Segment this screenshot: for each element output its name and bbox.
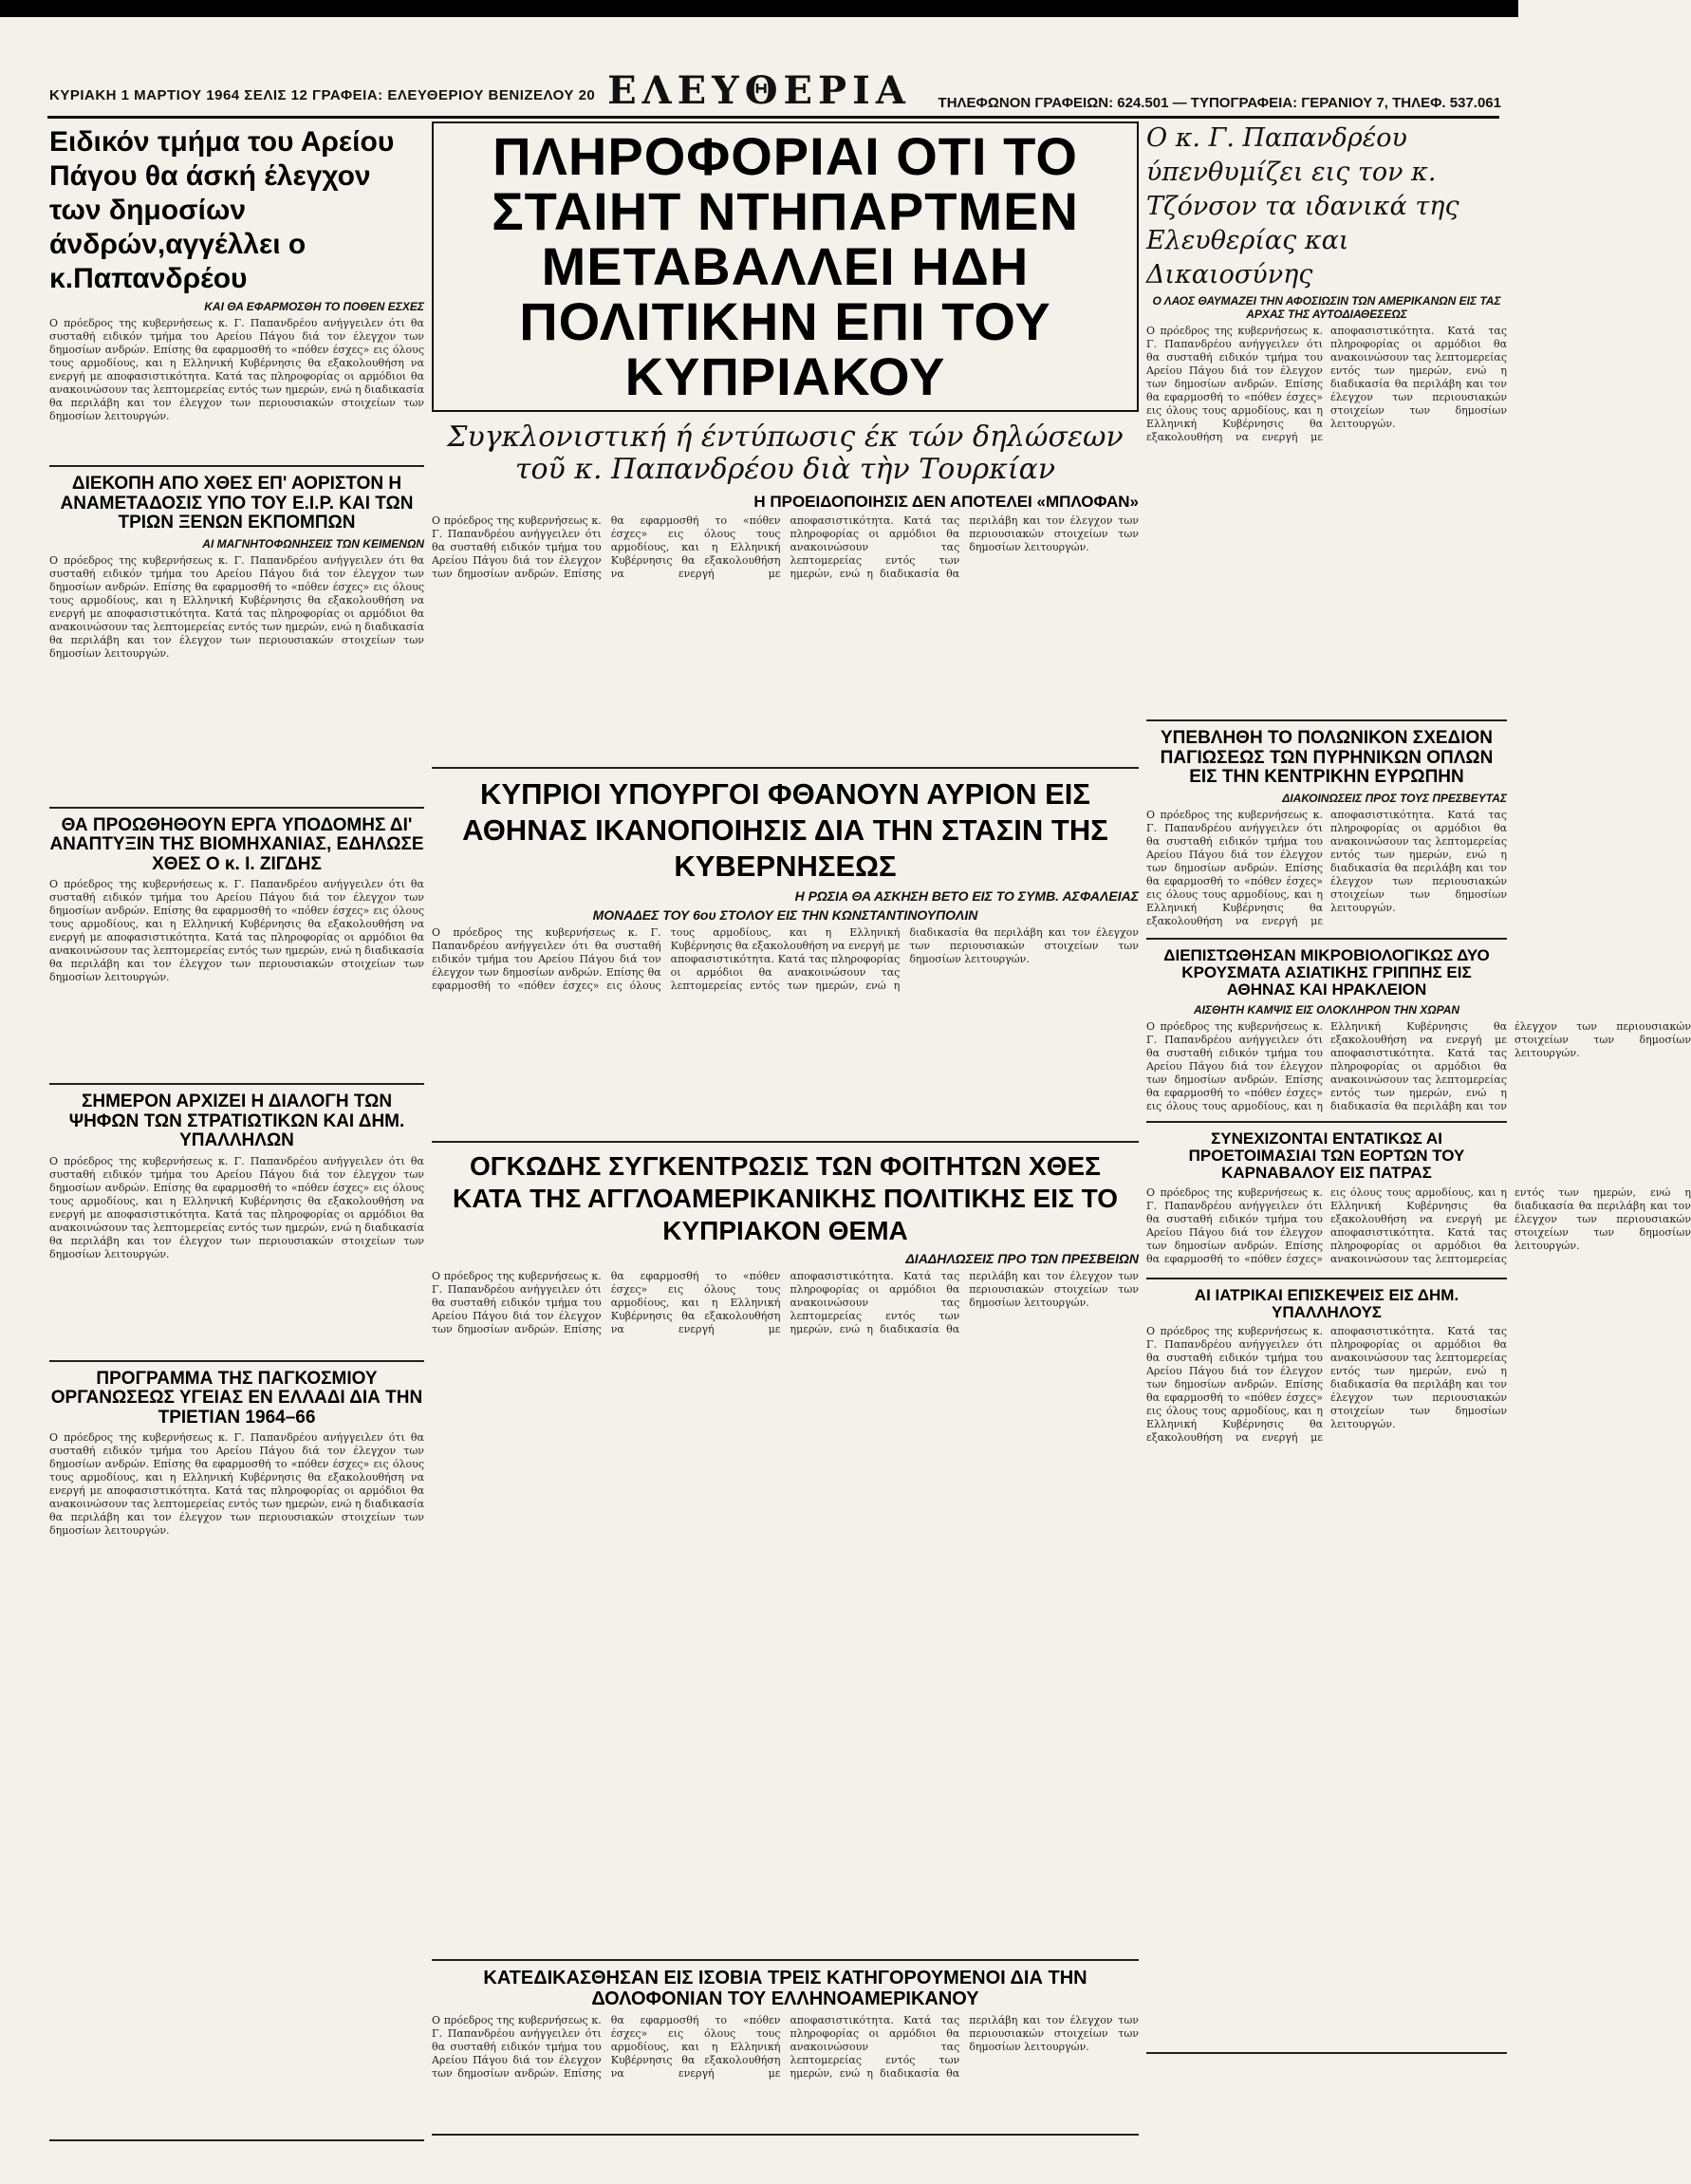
masthead-dateline: ΚΥΡΙΑΚΗ 1 ΜΑΡΤΙΟΥ 1964 ΣΕΛΙΣ 12 ΓΡΑΦΕΙΑ: ΕΛΕΥΘΕΡΙΟΥ ΒΕΝΙΖΕΛΟΥ 20 (49, 87, 596, 103)
article-headline: ΠΡΟΓΡΑΜΜΑ ΤΗΣ ΠΑΓΚΟΣΜΙΟΥ ΟΡΓΑΝΩΣΕΩΣ ΥΓΕΙΑΣ ΕΝ ΕΛΛΑΔΙ ΔΙΑ ΤΗΝ ΤΡΙΕΤΙΑΝ 1964–66 (50, 1368, 423, 1428)
article-body: Ο πρόεδρος της κυβερνήσεως κ. Γ. Παπανδρέου ανήγγειλεν ότι θα συσταθή ειδικόν τμήμα του Αρείου Πάγου διά τον έλεγχον των δημοσίων ανδρών. Επίσης θα εφαρμοσθή το «πόθεν έσχες» εις όλους τους αρμοδίους, και η Ελληνική Κυβέρνησις θα εξακολουθήση να ενεργή με αποφασιστικότητα. Κατά τας πληροφορίας οι αρμόδιοι θα ανακοινώσουν τας λεπτομερείας εντός των ημερών, ενώ η διαδικασία θα περιλάβη και τον έλεγχον των περιουσιακών στοιχείων των δημοσίων λειτουργών. (1146, 1325, 1507, 1445)
article-body: Ο πρόεδρος της κυβερνήσεως κ. Γ. Παπανδρέου ανήγγειλεν ότι θα συσταθή ειδικόν τμήμα του Αρείου Πάγου διά τον έλεγχον των δημοσίων ανδρών. Επίσης θα εφαρμοσθή το «πόθεν έσχες» εις όλους τους αρμοδίους, και η Ελληνική Κυβέρνησις θα εξακολουθήση να ενεργή με αποφασιστικότητα. Κατά τας πληροφορίας οι αρμόδιοι θα ανακοινώσουν τας λεπτομερείας εντός των ημερών, ενώ η διαδικασία θα περιλάβη και τον έλεγχον των περιουσιακών στοιχείων των δημοσίων λειτουργών. (49, 553, 424, 660)
article-headline: ΟΓΚΩΔΗΣ ΣΥΓΚΕΝΤΡΩΣΙΣ ΤΩΝ ΦΟΙΤΗΤΩΝ ΧΘΕΣ ΚΑΤΑ ΤΗΣ ΑΓΓΛΟΑΜΕΡΙΚΑΝΙΚΗΣ ΠΟΛΙΤΙΚΗΣ ΕΙΣ ΤΟ ΚΥΠΡΙΑΚΟΝ ΘΕΜΑ (453, 1151, 1118, 1246)
lead-headline-box (432, 121, 1139, 412)
article-headline: Ειδικόν τμήμα του Αρείου Πάγου θα άσκή έλεγχον των δημοσίων άνδρών,αγγέλλει ο κ.Παπανδρέου (49, 126, 395, 294)
verdict-story (432, 1969, 1139, 2135)
article-body: Ο πρόεδρος της κυβερνήσεως κ. Γ. Παπανδρέου ανήγγειλεν ότι θα συσταθή ειδικόν τμήμα του Αρείου Πάγου διά τον έλεγχον των δημοσίων ανδρών. Επίσης θα εφαρμοσθή το «πόθεν έσχες» εις όλους τους αρμοδίους, και η Ελληνική Κυβέρνησις θα εξακολουθήση να ενεργή με αποφασιστικότητα. Κατά τας πληροφορίας οι αρμόδιοι θα ανακοινώσουν τας λεπτομερείας εντός των ημερών, ενώ η διαδικασία θα περιλάβη και τον έλεγχον των περιουσιακών στοιχείων των δημοσίων λειτουργών. (1146, 325, 1507, 443)
article-headline: ΑΙ ΙΑΤΡΙΚΑΙ ΕΠΙΣΚΕΨΕΙΣ ΕΙΣ ΔΗΜ. ΥΠΑΛΛΗΛΟΥΣ (1194, 1285, 1459, 1322)
cyprus-ministers-story (432, 776, 1139, 1143)
article-headline: Ο κ. Γ. Παπανδρέου ύπενθυμίζει εις τον κ. Τζόνσον τα ιδανικά της Ελευθερίας και Δικαιοσύνης (1146, 123, 1459, 289)
students-story (432, 1150, 1139, 1961)
article-subhead-2: ΜΟΝΑΔΕΣ ΤΟΥ 6ου ΣΤΟΛΟΥ ΕΙΣ ΤΗΝ ΚΩΝΣΤΑΝΤΙΝΟΥΠΟΛΙΝ (592, 907, 978, 924)
lead-subhead: Συγκλονιστική ή έντύπωσις έκ τών δηλώσεων τοῦ κ. Παπανδρέου διὰ τὴν Τουρκίαν (447, 420, 1124, 486)
article-subhead: ΔΙΑΔΗΛΩΣΕΙΣ ΠΡΟ ΤΩΝ ΠΡΕΣΒΕΙΩΝ (905, 1251, 1139, 1267)
lead-kicker: Η ΠΡΟΕΙΔΟΠΟΙΗΣΙΣ ΔΕΝ ΑΠΟΤΕΛΕΙ «ΜΠΛΟΦΑΝ» (753, 493, 1139, 511)
article-areios-pagos (49, 125, 424, 467)
article-body: Ο πρόεδρος της κυβερνήσεως κ. Γ. Παπανδρέου ανήγγειλεν ότι θα συσταθή ειδικόν τμήμα του Αρείου Πάγου διά τον έλεγχον των δημοσίων ανδρών. Επίσης θα εφαρμοσθή το «πόθεν έσχες» εις όλους τους αρμοδίους, και η Ελληνική Κυβέρνησις θα εξακολουθήση να ενεργή με αποφασιστικότητα. Κατά τας πληροφορίας οι αρμόδιοι θα ανακοινώσουν τας λεπτομερείας εντός των ημερών, ενώ η διαδικασία θα περιλάβη και τον έλεγχον των περιουσιακών στοιχείων των δημοσίων λειτουργών. (49, 1431, 424, 1538)
article-body: Ο πρόεδρος της κυβερνήσεως κ. Γ. Παπανδρέου ανήγγειλεν ότι θα συσταθή ειδικόν τμήμα του Αρείου Πάγου διά τον έλεγχον των δημοσίων ανδρών. Επίσης θα εφαρμοσθή το «πόθεν έσχες» εις όλους τους αρμοδίους, και η Ελληνική Κυβέρνησις θα εξακολουθήση να ενεργή με αποφασιστικότητα. Κατά τας πληροφορίας οι αρμόδιοι θα ανακοινώσουν τας λεπτομερείας εντός των ημερών, ενώ η διαδικασία θα περιλάβη και τον έλεγχον των περιουσιακών στοιχείων των δημοσίων λειτουργών. (432, 2013, 1139, 2080)
article-headline: ΚΥΠΡΙΟΙ ΥΠΟΥΡΓΟΙ ΦΘΑΝΟΥΝ ΑΥΡΙΟΝ ΕΙΣ ΑΘΗΝΑΣ ΙΚΑΝΟΠΟΙΗΣΙΣ ΔΙΑ ΤΗΝ ΣΤΑΣΙΝ ΤΗΣ ΚΥΒΕΡΝΗΣΕΩΣ (462, 777, 1108, 884)
article-subhead: ΑΙΣΘΗΤΗ ΚΑΜΨΙΣ ΕΙΣ ΟΛΟΚΛΗΡΟΝ ΤΗΝ ΧΩΡΑΝ (1193, 1002, 1460, 1017)
article-headline: ΣΥΝΕΧΙΖΟΝΤΑΙ ΕΝΤΑΤΙΚΩΣ ΑΙ ΠΡΟΕΤΟΙΜΑΣΙΑΙ ΤΩΝ ΕΟΡΤΩΝ ΤΟΥ ΚΑΡΝΑΒΑΛΟΥ ΕΙΣ ΠΑΤΡΑΣ (1188, 1129, 1465, 1183)
center-column (432, 121, 1139, 2172)
newspaper-title: ΕΛΕΥΘΕΡΙΑ (607, 68, 911, 113)
lead-body: Ο πρόεδρος της κυβερνήσεως κ. Γ. Παπανδρέου ανήγγειλεν ότι θα συσταθή ειδικόν τμήμα του Αρείου Πάγου διά τον έλεγχον των δημοσίων ανδρών. Επίσης θα εφαρμοσθή το «πόθεν έσχες» εις όλους τους αρμοδίους, και η Ελληνική Κυβέρνησις θα εξακολουθήση να ενεργή με αποφασιστικότητα. Κατά τας πληροφορίας οι αρμόδιοι θα ανακοινώσουν τας λεπτομερείας εντός των ημερών, ενώ η διαδικασία θα περιλάβη και τον έλεγχον των περιουσιακών στοιχείων των δημοσίων λειτουργών. (432, 514, 1139, 581)
article-body: Ο πρόεδρος της κυβερνήσεως κ. Γ. Παπανδρέου ανήγγειλεν ότι θα συσταθή ειδικόν τμήμα του Αρείου Πάγου διά τον έλεγχον των δημοσίων ανδρών. Επίσης θα εφαρμοσθή το «πόθεν έσχες» εις όλους τους αρμοδίους, και η Ελληνική Κυβέρνησις θα εξακολουθήση να ενεργή με αποφασιστικότητα. Κατά τας πληροφορίας οι αρμόδιοι θα ανακοινώσουν τας λεπτομερείας εντός των ημερών, ενώ η διαδικασία θα περιλάβη και τον έλεγχον των περιουσιακών στοιχείων των δημοσίων λειτουργών. (49, 878, 424, 984)
article-headline: ΚΑΤΕΔΙΚΑΣΘΗΣΑΝ ΕΙΣ ΙΣΟΒΙΑ ΤΡΕΙΣ ΚΑΤΗΓΟΡΟΥΜΕΝΟΙ ΔΙΑ ΤΗΝ ΔΟΛΟΦΟΝΙΑΝ ΤΟΥ ΕΛΛΗΝΟΑΜΕΡΙΚΑΝΟΥ (483, 1968, 1087, 2009)
article-body: Ο πρόεδρος της κυβερνήσεως κ. Γ. Παπανδρέου ανήγγειλεν ότι θα συσταθή ειδικόν τμήμα του Αρείου Πάγου διά τον έλεγχον των δημοσίων ανδρών. Επίσης θα εφαρμοσθή το «πόθεν έσχες» εις όλους τους αρμοδίους, και η Ελληνική Κυβέρνησις θα εξακολουθήση να ενεργή με αποφασιστικότητα. Κατά τας πληροφορίας οι αρμόδιοι θα ανακοινώσουν τας λεπτομερείας εντός των ημερών, ενώ η διαδικασία θα περιλάβη και τον έλεγχον των περιουσιακών στοιχείων των δημοσίων λειτουργών. (49, 1154, 424, 1260)
right-column (1146, 121, 1691, 2172)
article-eir (49, 475, 424, 809)
article-body: Ο πρόεδρος της κυβερνήσεως κ. Γ. Παπανδρέου ανήγγειλεν ότι θα συσταθή ειδικόν τμήμα του Αρείου Πάγου διά τον έλεγχον των δημοσίων ανδρών. Επίσης θα εφαρμοσθή το «πόθεν έσχες» εις όλους τους αρμοδίους, και η Ελληνική Κυβέρνησις θα εξακολουθήση να ενεργή με αποφασιστικότητα. Κατά τας πληροφορίας οι αρμόδιοι θα ανακοινώσουν τας λεπτομερείας εντός των ημερών, ενώ η διαδικασία θα περιλάβη και τον έλεγχον των περιουσιακών στοιχείων των δημοσίων λειτουργών. (432, 926, 1139, 993)
article-dialogi (49, 1092, 424, 1362)
lead-headline: ΠΛΗΡΟΦΟΡΙΑΙ ΟΤΙ ΤΟ ΣΤΑΙΗΤ ΝΤΗΠΑΡΤΜΕΝ ΜΕΤΑΒΑΛΛΕΙ ΗΔΗ ΠΟΛΙΤΙΚΗΝ ΕΠΙ ΤΟΥ ΚΥΠΡΙΑΚΟΥ (492, 126, 1079, 406)
article-polish-plan (1146, 729, 1507, 940)
article-headline: ΘΑ ΠΡΟΩΘΗΘΟΥΝ ΕΡΓΑ ΥΠΟΔΟΜΗΣ ΔΙ' ΑΝΑΠΤΥΞΙΝ ΤΗΣ ΒΙΟΜΗΧΑΝΙΑΣ, ΕΔΗΛΩΣΕ ΧΘΕΣ Ο κ. Ι. ΖΙΓΔΗΣ (49, 814, 424, 874)
lead-story (432, 121, 1139, 769)
article-johnson (1146, 121, 1507, 721)
article-subhead: ΔΙΑΚΟΙΝΩΣΕΙΣ ΠΡΟΣ ΤΟΥΣ ΠΡΕΣΒΕΥΤΑΣ (1282, 791, 1507, 805)
article-body: Ο πρόεδρος της κυβερνήσεως κ. Γ. Παπανδρέου ανήγγειλεν ότι θα συσταθή ειδικόν τμήμα του Αρείου Πάγου διά τον έλεγχον των δημοσίων ανδρών. Επίσης θα εφαρμοσθή το «πόθεν έσχες» εις όλους τους αρμοδίους, και η Ελληνική Κυβέρνησις θα εξακολουθήση να ενεργή με αποφασιστικότητα. Κατά τας πληροφορίας οι αρμόδιοι θα ανακοινώσουν τας λεπτομερείας εντός των ημερών, ενώ η διαδικασία θα περιλάβη και τον έλεγχον των περιουσιακών στοιχείων των δημοσίων λειτουργών. (432, 1270, 1139, 1336)
article-headline: ΔΙΕΚΟΠΗ ΑΠΟ ΧΘΕΣ ΕΠ' ΑΟΡΙΣΤΟΝ Η ΑΝΑΜΕΤΑΔΟΣΙΣ ΥΠΟ ΤΟΥ Ε.Ι.Ρ. ΚΑΙ ΤΩΝ ΤΡΙΩΝ ΞΕΝΩΝ ΕΚΠΟΜΠΩΝ (60, 474, 414, 533)
article-headline: ΔΙΕΠΙΣΤΩΘΗΣΑΝ ΜΙΚΡΟΒΙΟΛΟΓΙΚΩΣ ΔΥΟ ΚΡΟΥΣΜΑΤΑ ΑΣΙΑΤΙΚΗΣ ΓΡΙΠΠΗΣ ΕΙΣ ΑΘΗΝΑΣ ΚΑΙ ΗΡΑΚΛΕΙΟΝ (1163, 945, 1490, 999)
article-body: Ο πρόεδρος της κυβερνήσεως κ. Γ. Παπανδρέου ανήγγειλεν ότι θα συσταθή ειδικόν τμήμα του Αρείου Πάγου διά τον έλεγχον των δημοσίων ανδρών. Επίσης θα εφαρμοσθή το «πόθεν έσχες» εις όλους τους αρμοδίους, και η Ελληνική Κυβέρνησις θα εξακολουθήση να ενεργή με αποφασιστικότητα. Κατά τας πληροφορίας οι αρμόδιοι θα ανακοινώσουν τας λεπτομερείας εντός των ημερών, ενώ η διαδικασία θα περιλάβη και τον έλεγχον των περιουσιακών στοιχείων των δημοσίων λειτουργών. (1146, 808, 1507, 927)
article-body: Ο πρόεδρος της κυβερνήσεως κ. Γ. Παπανδρέου ανήγγειλεν ότι θα συσταθή ειδικόν τμήμα του Αρείου Πάγου διά τον έλεγχον των δημοσίων ανδρών. Επίσης θα εφαρμοσθή το «πόθεν έσχες» εις όλους τους αρμοδίους, και η Ελληνική Κυβέρνησις θα εξακολουθήση να ενεργή με αποφασιστικότητα. Κατά τας πληροφορίας οι αρμόδιοι θα ανακοινώσουν τας λεπτομερείας εντός των ημερών, ενώ η διαδικασία θα περιλάβη και τον έλεγχον των περιουσιακών στοιχείων των δημοσίων λειτουργών. (1146, 1019, 1691, 1112)
article-subhead: ΚΑΙ ΘΑ ΕΦΑΡΜΟΣΘΗ ΤΟ ΠΟΘΕΝ ΕΣΧΕΣ (204, 300, 424, 313)
article-who-programme (49, 1370, 424, 2142)
left-column (49, 121, 424, 2172)
masthead (0, 17, 1518, 113)
masthead-phones: ΤΗΛΕΦΩΝΟΝ ΓΡΑΦΕΙΩΝ: 624.501 — ΤΥΠΟΓΡΑΦΕΙΑ: ΓΕΡΑΝΙΟΥ 7, ΤΗΛΕΦ. 537.061 (938, 95, 1501, 111)
article-body: Ο πρόεδρος της κυβερνήσεως κ. Γ. Παπανδρέου ανήγγειλεν ότι θα συσταθή ειδικόν τμήμα του Αρείου Πάγου διά τον έλεγχον των δημοσίων ανδρών. Επίσης θα εφαρμοσθή το «πόθεν έσχες» εις όλους τους αρμοδίους, και η Ελληνική Κυβέρνησις θα εξακολουθήση να ενεργή με αποφασιστικότητα. Κατά τας πληροφορίας οι αρμόδιοι θα ανακοινώσουν τας λεπτομερείας εντός των ημερών, ενώ η διαδικασία θα περιλάβη και τον έλεγχον των περιουσιακών στοιχείων των δημοσίων λειτουργών. (49, 317, 424, 422)
article-headline: ΣΗΜΕΡΟΝ ΑΡΧΙΖΕΙ Η ΔΙΑΛΟΓΗ ΤΩΝ ΨΗΦΩΝ ΤΩΝ ΣΤΡΑΤΙΩΤΙΚΩΝ ΚΑΙ ΔΗΜ. ΥΠΑΛΛΗΛΩΝ (68, 1092, 405, 1151)
article-headline: ΥΠΕΒΛΗΘΗ ΤΟ ΠΟΛΩΝΙΚΟΝ ΣΧΕΔΙΟΝ ΠΑΓΙΩΣΕΩΣ ΤΩΝ ΠΥΡΗΝΙΚΩΝ ΟΠΛΩΝ ΕΙΣ ΤΗΝ ΚΕΝΤΡΙΚΗΝ ΕΥΡΩΠΗΝ (1160, 728, 1494, 788)
article-flu (1146, 945, 1691, 1123)
article-zigdis (49, 816, 424, 1086)
article-medical-visits (1146, 1287, 1507, 2055)
masthead-rule (47, 116, 1499, 119)
article-body: Ο πρόεδρος της κυβερνήσεως κ. Γ. Παπανδρέου ανήγγειλεν ότι θα συσταθή ειδικόν τμήμα του Αρείου Πάγου διά τον έλεγχον των δημοσίων ανδρών. Επίσης θα εφαρμοσθή το «πόθεν έσχες» εις όλους τους αρμοδίους, και η Ελληνική Κυβέρνησις θα εξακολουθήση να ενεργή με αποφασιστικότητα. Κατά τας πληροφορίας οι αρμόδιοι θα ανακοινώσουν τας λεπτομερείας εντός των ημερών, ενώ η διαδικασία θα περιλάβη και τον έλεγχον των περιουσιακών στοιχείων των δημοσίων λειτουργών. (1146, 1185, 1691, 1265)
article-subhead: ΑΙ ΜΑΓΝΗΤΟΦΩΝΗΣΕΙΣ ΤΩΝ ΚΕΙΜΕΝΩΝ (202, 536, 424, 551)
article-subhead: Ο ΛΑΟΣ ΘΑΥΜΑΖΕΙ ΤΗΝ ΑΦΟΣΙΩΣΙΝ ΤΩΝ ΑΜΕΡΙΚΑΝΩΝ ΕΙΣ ΤΑΣ ΑΡΧΑΣ ΤΗΣ ΑΥΤΟΔΙΑΘΕΣΕΩΣ (1152, 294, 1501, 321)
article-subhead: Η ΡΩΣΙΑ ΘΑ ΑΣΚΗΣΗ ΒΕΤΟ ΕΙΣ ΤΟ ΣΥΜΒ. ΑΣΦΑΛΕΙΑΣ (794, 888, 1139, 905)
top-black-bar (0, 0, 1518, 17)
article-patras-carnival (1146, 1129, 1691, 1279)
